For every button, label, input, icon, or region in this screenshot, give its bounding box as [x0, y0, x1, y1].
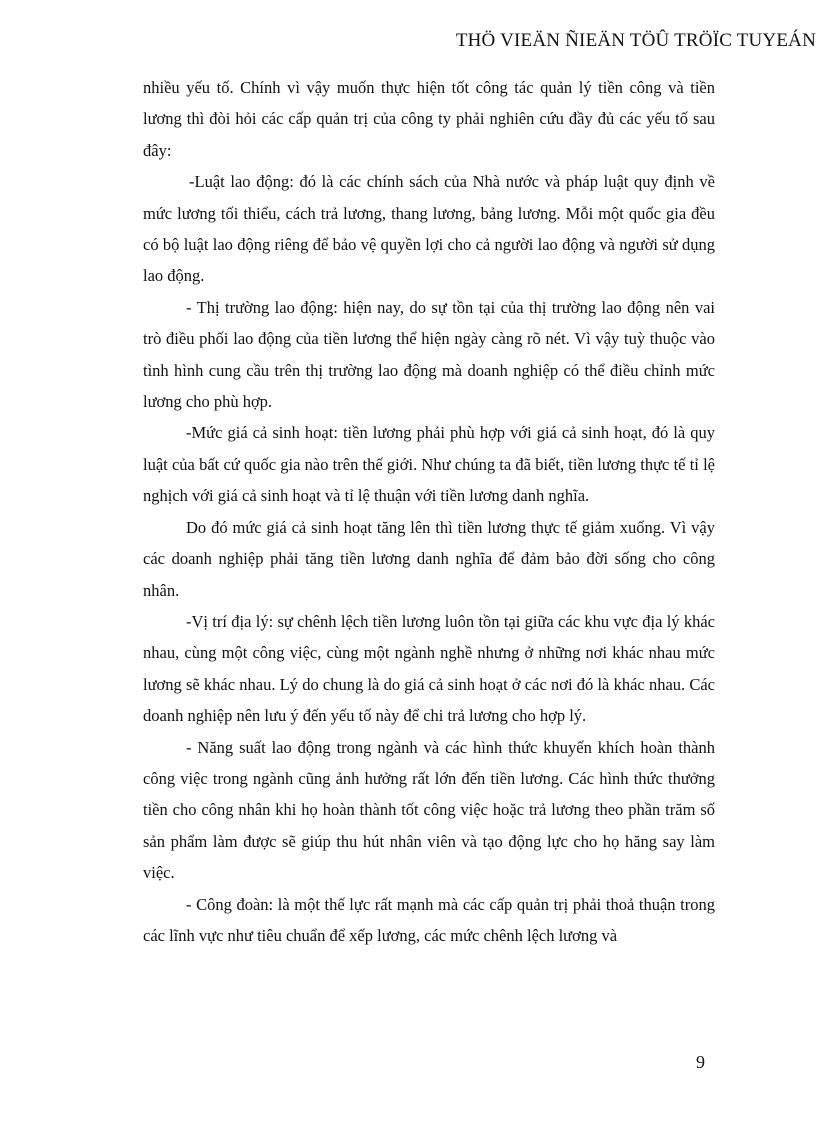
page-header-title: THÖ VIEÄN ÑIEÄN TÖÛ TRÖÏC TUYEÁN — [455, 30, 816, 51]
paragraph-trade-union: - Công đoàn: là một thế lực rất mạnh mà các cấp quản trị phải thoả thuận trong các lĩnh vực như tiêu chuẩn để xếp lương, các mức chênh lệch lương và — [143, 894, 715, 945]
document-body — [143, 72, 715, 951]
paragraph-cost-of-living: -Mức giá cả sinh hoạt: tiền lương phải phù hợp với giá cả sinh hoạt, đó là quy luật của bất cứ quốc gia nào trên thế giới. Như chúng ta đã biết, tiền lương thực tế tỉ lệ nghịch với giá cả sinh hoạt và tỉ lệ thuận với tiền lương danh nghĩa. — [143, 423, 715, 506]
paragraph-productivity: - Năng suất lao động trong ngành và các hình thức khuyến khích hoàn thành công việc trong ngành cũng ảnh hưởng rất lớn đến tiền lương. Các hình thức thưởng tiền cho công nhân khi họ hoàn thành tốt công việc hoặc trả lương theo phần trăm số sản phẩm làm được sẽ giúp thu hút nhân viên và tạo động lực cho họ hăng say làm việc. — [143, 737, 715, 883]
paragraph-real-wage: Do đó mức giá cả sinh hoạt tăng lên thì tiền lương thực tế giảm xuống. Vì vậy các doanh nghiệp phải tăng tiền lương danh nghĩa để đảm bảo đời sống cho công nhân. — [143, 517, 715, 600]
paragraph-labor-law: -Luật lao động: đó là các chính sách của Nhà nước và pháp luật quy định về mức lương tối thiểu, cách trả lương, thang lương, bảng lương. Mỗi một quốc gia đều có bộ luật lao động riêng để bảo vệ quyền lợi cho cả người lao động và người sử dụng lao động. — [143, 172, 715, 286]
paragraph-labor-market: - Thị trường lao động: hiện nay, do sự tồn tại của thị trường lao động nên vai trò điều phối lao động của tiền lương thể hiện ngày càng rõ nét. Vì vậy tuỳ thuộc vào tình hình cung cầu trên thị trường lao động mà doanh nghiệp có thể điều chỉnh mức lương cho phù hợp. — [143, 297, 715, 412]
page-number: 9 — [696, 1052, 705, 1072]
paragraph-continuation: nhiều yếu tố. Chính vì vậy muốn thực hiện tốt công tác quản lý tiền công và tiền lương thì đòi hỏi các cấp quản trị của công ty phải nghiên cứu đầy đủ các yếu tố sau đây: — [143, 78, 715, 160]
paragraph-geography: -Vị trí địa lý: sự chênh lệch tiền lương luôn tồn tại giữa các khu vực địa lý khác nhau, cùng một công việc, cùng một ngành nghề nhưng ở những nơi khác nhau mức lương sẽ khác nhau. Lý do chung là do giá cả sinh hoạt ở các nơi đó là khác nhau. Các doanh nghiệp nên lưu ý đến yếu tố này để chi trả lương cho hợp lý. — [143, 611, 715, 726]
